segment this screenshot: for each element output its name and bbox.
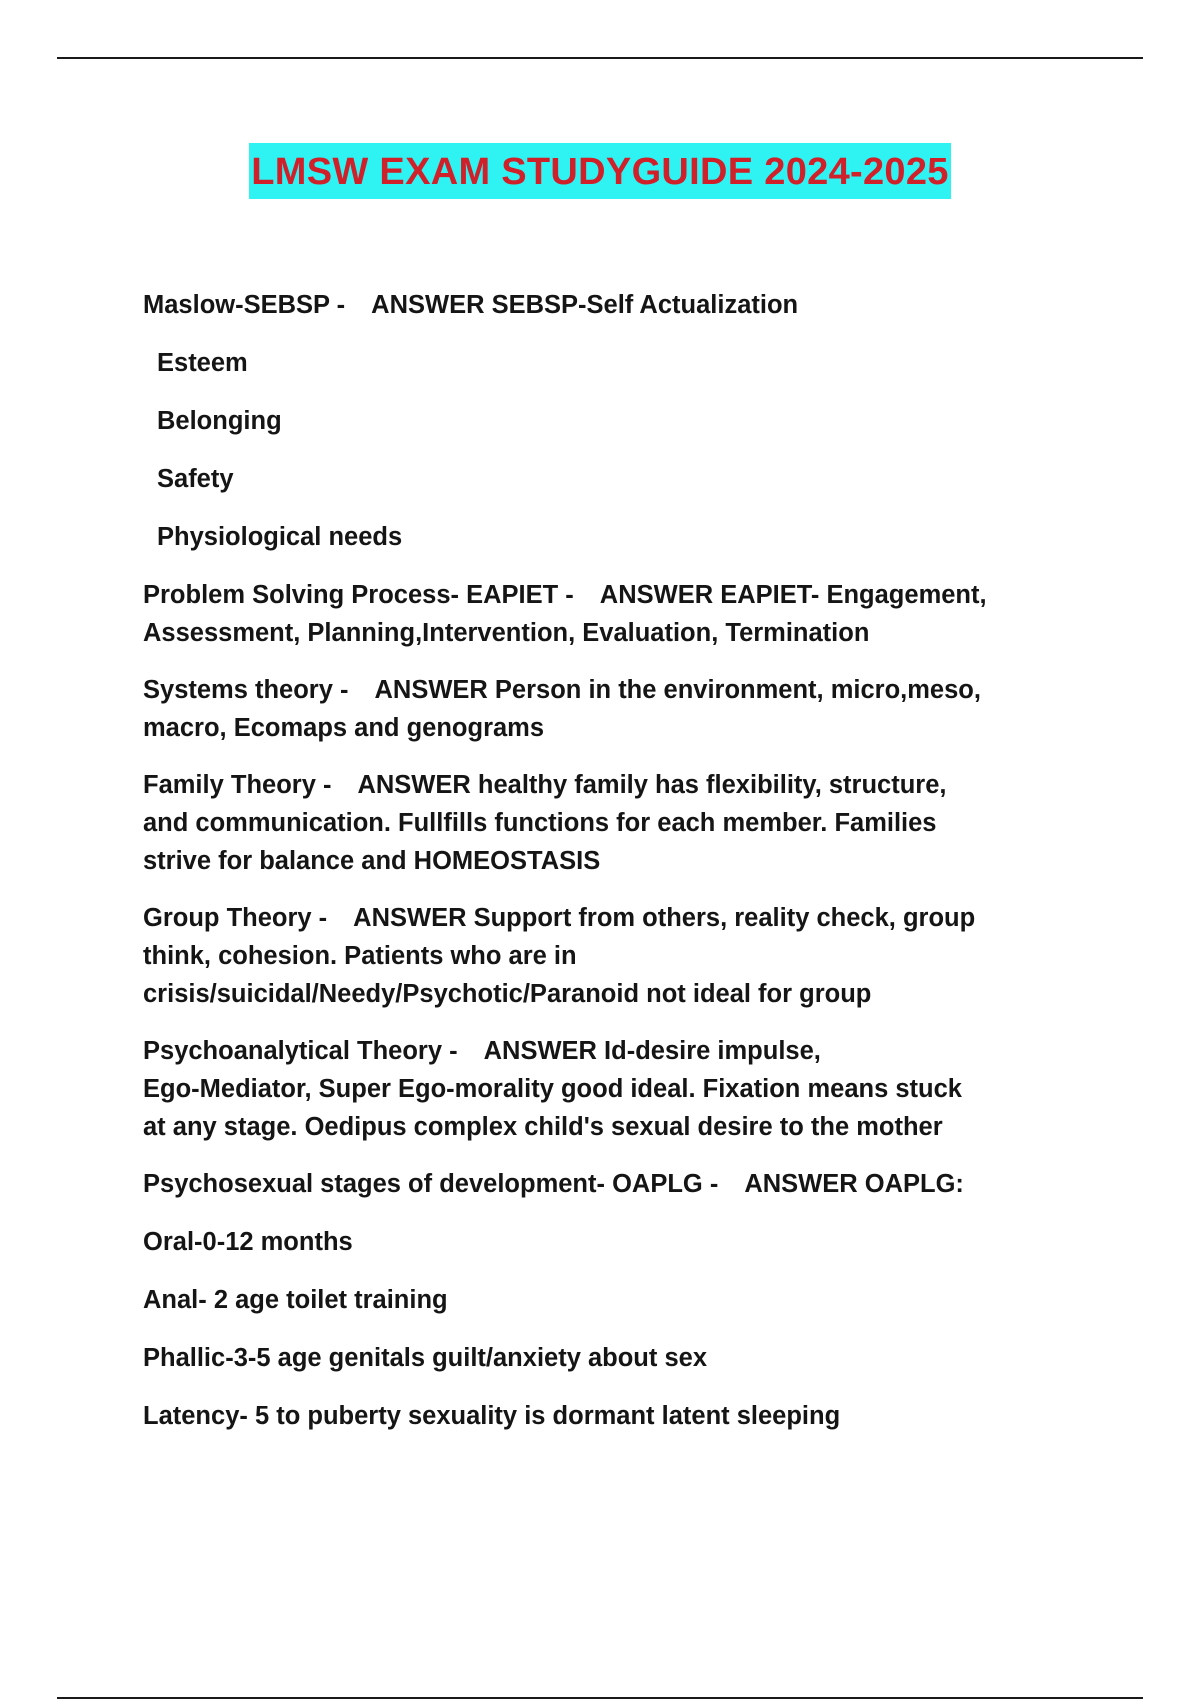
entry-term: Psychosexual stages of development- OAPLG - — [143, 1170, 719, 1198]
entry-continuation: macro, Ecomaps and genograms — [143, 714, 545, 742]
psychosexual-stage: Oral-0-12 months — [143, 1228, 353, 1256]
entry-answer: ANSWER healthy family has flexibility, structure, — [357, 771, 947, 799]
entry-continuation: at any stage. Oedipus complex child's sexual desire to the mother — [143, 1113, 943, 1141]
entry-problem-solving — [143, 576, 1093, 652]
maslow-level: Safety — [157, 465, 234, 493]
entry-maslow — [143, 286, 1093, 324]
entry-continuation: think, cohesion. Patients who are in — [143, 942, 577, 970]
entry-continuation: Ego-Mediator, Super Ego-morality good ideal. Fixation means stuck — [143, 1075, 962, 1103]
entry-term: Group Theory - — [143, 904, 328, 932]
title-wrap — [0, 143, 1200, 199]
entry-term: Maslow-SEBSP - — [143, 291, 346, 319]
entry-answer: ANSWER SEBSP-Self Actualization — [371, 291, 799, 319]
entry-continuation: strive for balance and HOMEOSTASIS — [143, 847, 601, 875]
entry-answer: ANSWER Person in the environment, micro,meso, — [374, 676, 981, 704]
entry-continuation: Assessment, Planning,Intervention, Evaluation, Termination — [143, 619, 870, 647]
entry-psychosexual-stages — [143, 1165, 1093, 1203]
entry-answer: ANSWER Id-desire impulse, — [483, 1037, 821, 1065]
psychosexual-stage: Anal- 2 age toilet training — [143, 1286, 448, 1314]
entry-term: Systems theory - — [143, 676, 349, 704]
maslow-level: Physiological needs — [157, 523, 403, 551]
top-rule — [57, 57, 1143, 59]
entry-answer: ANSWER Support from others, reality check, group — [353, 904, 976, 932]
entry-continuation: and communication. Fullfills functions for each member. Families — [143, 809, 937, 837]
psychosexual-stage: Phallic-3-5 age genitals guilt/anxiety about sex — [143, 1344, 708, 1372]
bottom-rule — [57, 1697, 1143, 1699]
document-title: LMSW EXAM STUDYGUIDE 2024-2025 — [249, 143, 950, 199]
entry-answer: ANSWER EAPIET- Engagement, — [599, 581, 987, 609]
entry-family-theory — [143, 766, 1093, 880]
entry-term: Problem Solving Process- EAPIET - — [143, 581, 574, 609]
entry-group-theory — [143, 899, 1093, 1013]
maslow-level: Belonging — [157, 407, 282, 435]
document-body — [143, 286, 1093, 1455]
entry-term: Family Theory - — [143, 771, 332, 799]
entry-term: Psychoanalytical Theory - — [143, 1037, 458, 1065]
psychosexual-stage: Latency- 5 to puberty sexuality is dormant latent sleeping — [143, 1402, 841, 1430]
entry-psychoanalytical-theory — [143, 1032, 1093, 1146]
entry-continuation: crisis/suicidal/Needy/Psychotic/Paranoid not ideal for group — [143, 980, 872, 1008]
maslow-level: Esteem — [157, 349, 248, 377]
entry-answer: ANSWER OAPLG: — [744, 1170, 964, 1198]
entry-systems-theory — [143, 671, 1093, 747]
